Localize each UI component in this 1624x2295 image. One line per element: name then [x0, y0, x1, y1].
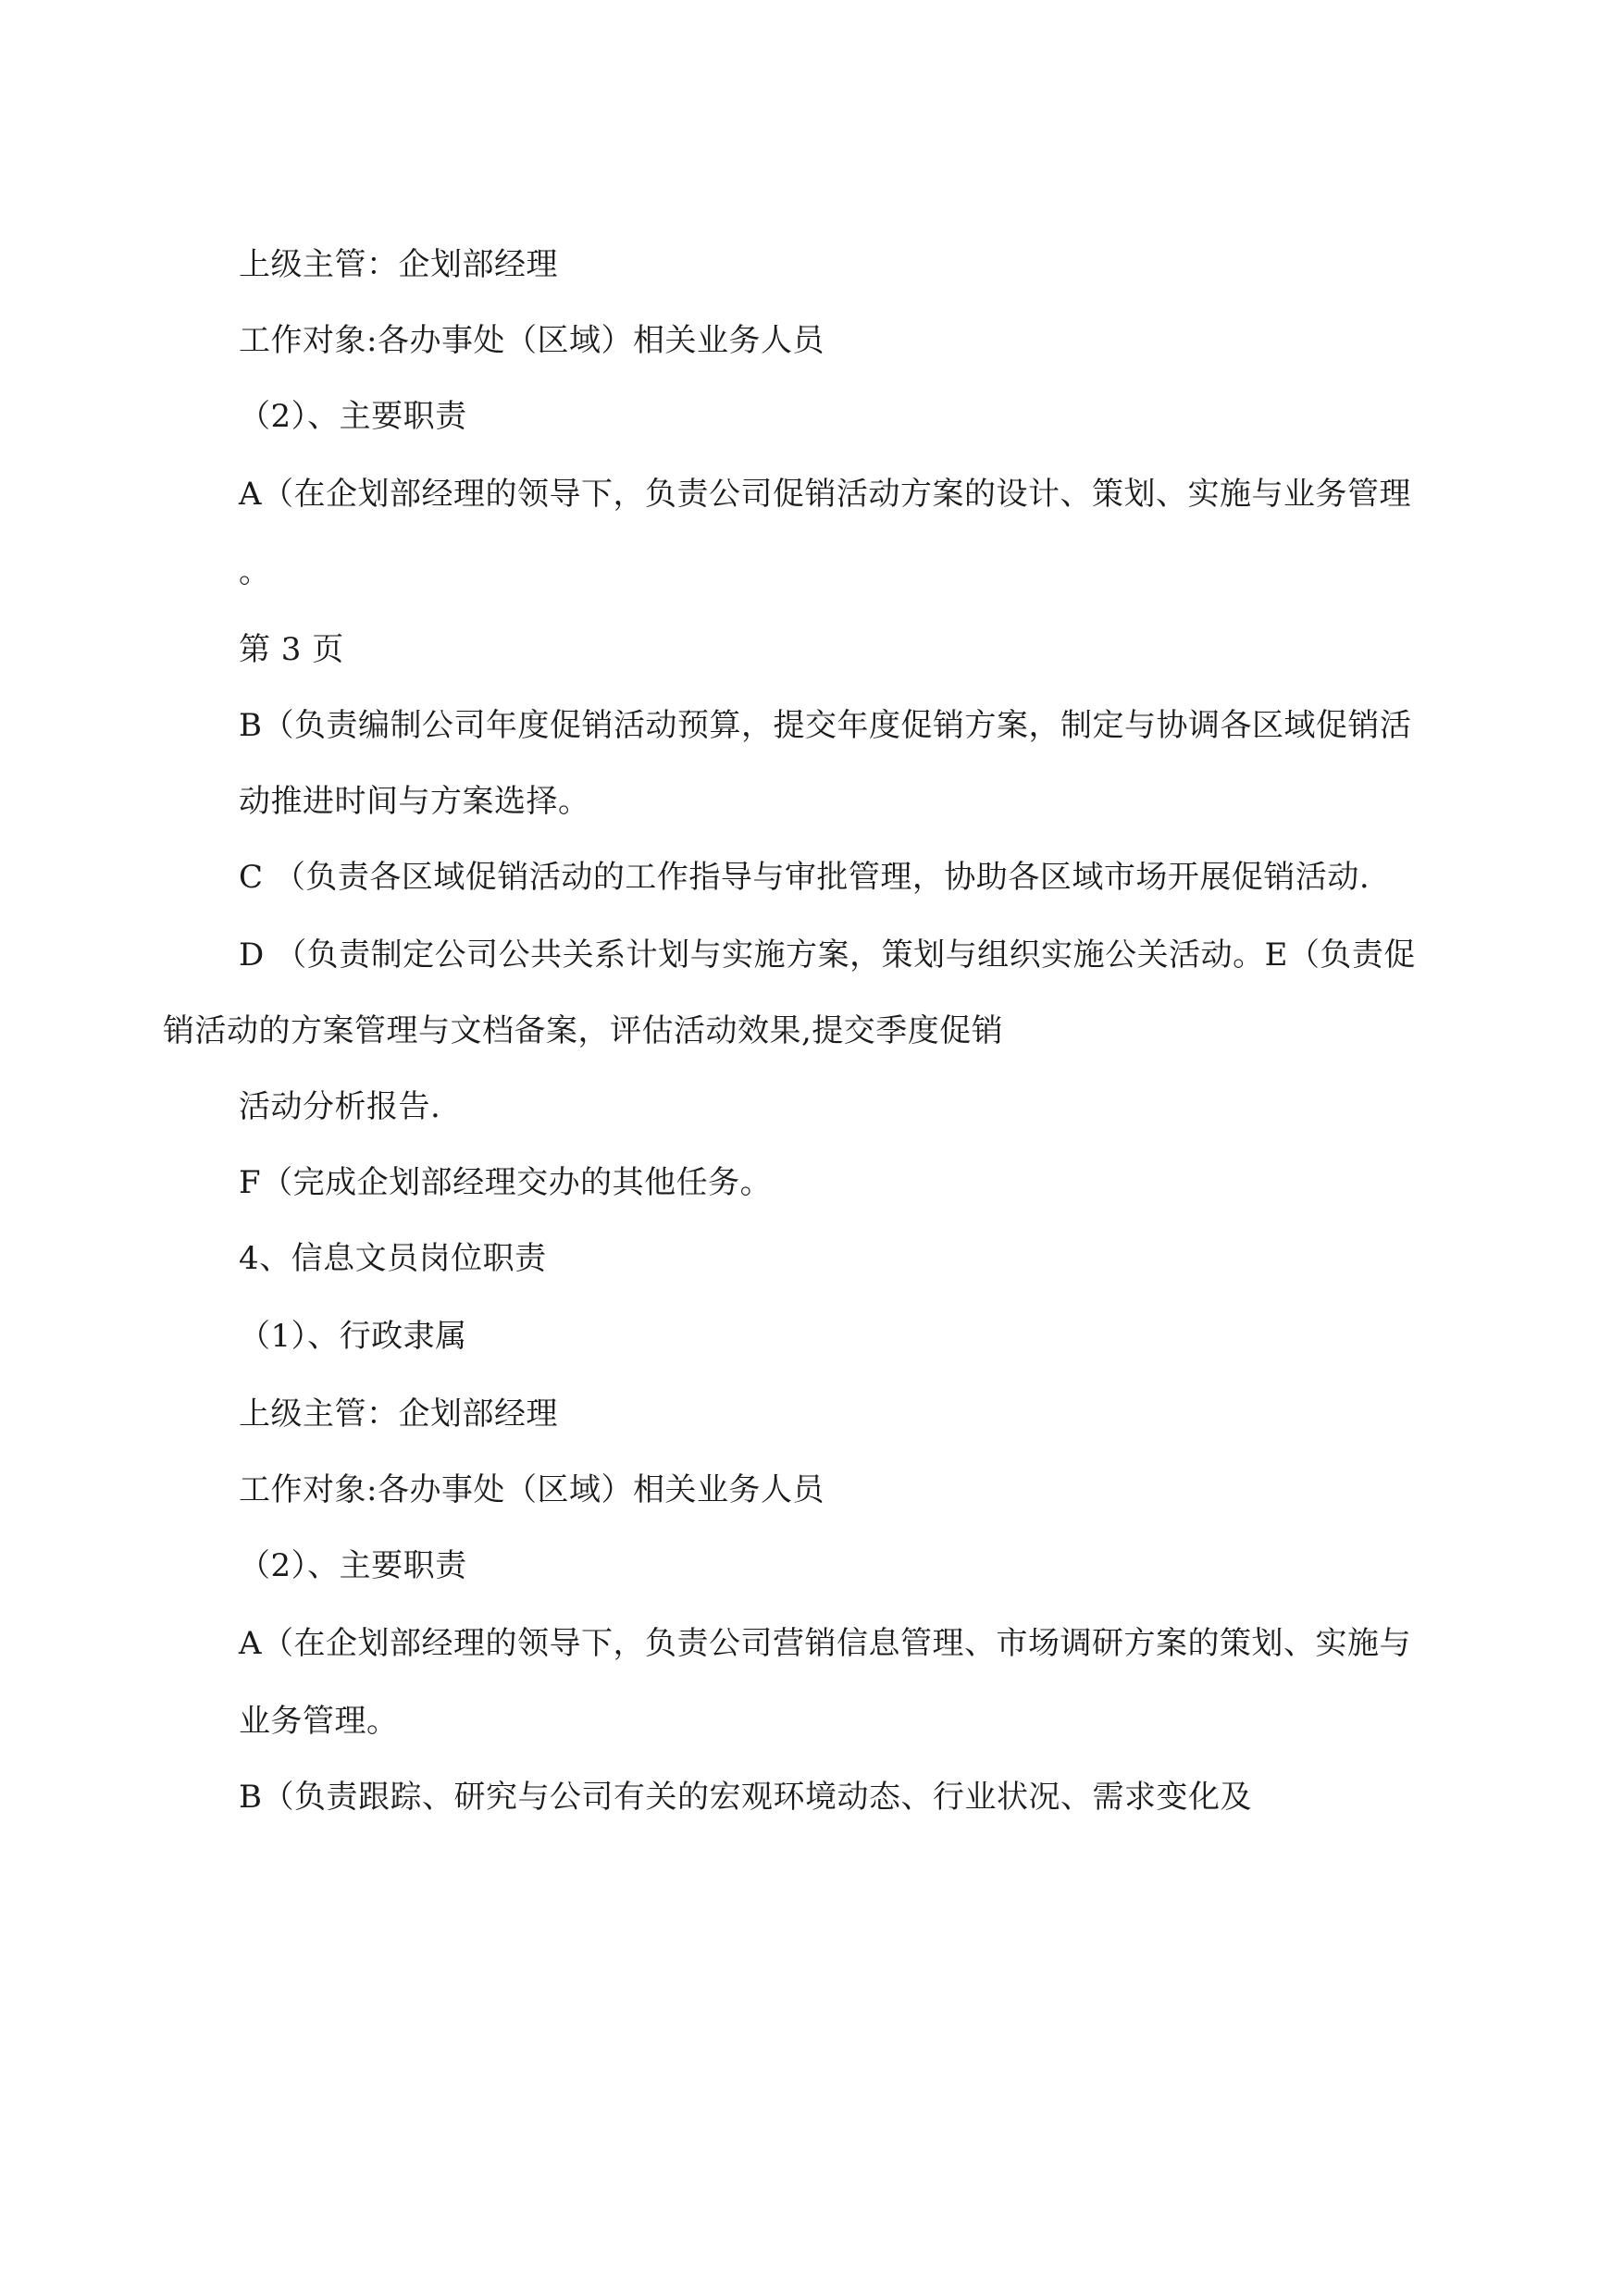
duty-a-continuation: 。	[239, 553, 271, 590]
duty-b-line: B（负责编制公司年度促销活动预算，提交年度促销方案，制定与协调各区域促销活	[239, 707, 1412, 744]
supervisor-line: 上级主管：企划部经理	[239, 246, 558, 283]
duty-b-continuation: 动推进时间与方案选择。	[239, 783, 590, 820]
section-heading: （2）、主要职责	[239, 1547, 467, 1584]
duty-e-continuation: 销活动的方案管理与文档备案，评估活动效果,提交季度促销	[163, 1012, 1004, 1049]
work-target-line: 工作对象:各办事处（区域）相关业务人员	[239, 1471, 824, 1508]
duty-b-line: B（负责跟踪、研究与公司有关的宏观环境动态、行业状况、需求变化及	[239, 1779, 1252, 1816]
section-heading: （2）、主要职责	[239, 398, 467, 435]
duty-c-line: C （负责各区域促销活动的工作指导与审批管理，协助各区域市场开展促销活动.	[239, 859, 1370, 896]
duty-a-line: A（在企划部经理的领导下，负责公司促销活动方案的设计、策划、实施与业务管理	[239, 476, 1412, 513]
work-target-line: 工作对象:各办事处（区域）相关业务人员	[239, 322, 824, 359]
supervisor-line: 上级主管：企划部经理	[239, 1396, 558, 1433]
page-number: 第 3 页	[239, 631, 344, 668]
duty-a-line: A（在企划部经理的领导下，负责公司营销信息管理、市场调研方案的策划、实施与	[239, 1625, 1412, 1662]
duty-e-continuation-2: 活动分析报告.	[239, 1088, 441, 1125]
duty-f-line: F（完成企划部经理交办的其他任务。	[239, 1164, 773, 1201]
duty-a-continuation: 业务管理。	[239, 1703, 399, 1740]
section-heading: （1）、行政隶属	[239, 1318, 467, 1355]
duty-d-line: D （负责制定公司公共关系计划与实施方案，策划与组织实施公关活动。E（负责促	[239, 937, 1416, 974]
section-title: 4、信息文员岗位职责	[239, 1240, 547, 1277]
